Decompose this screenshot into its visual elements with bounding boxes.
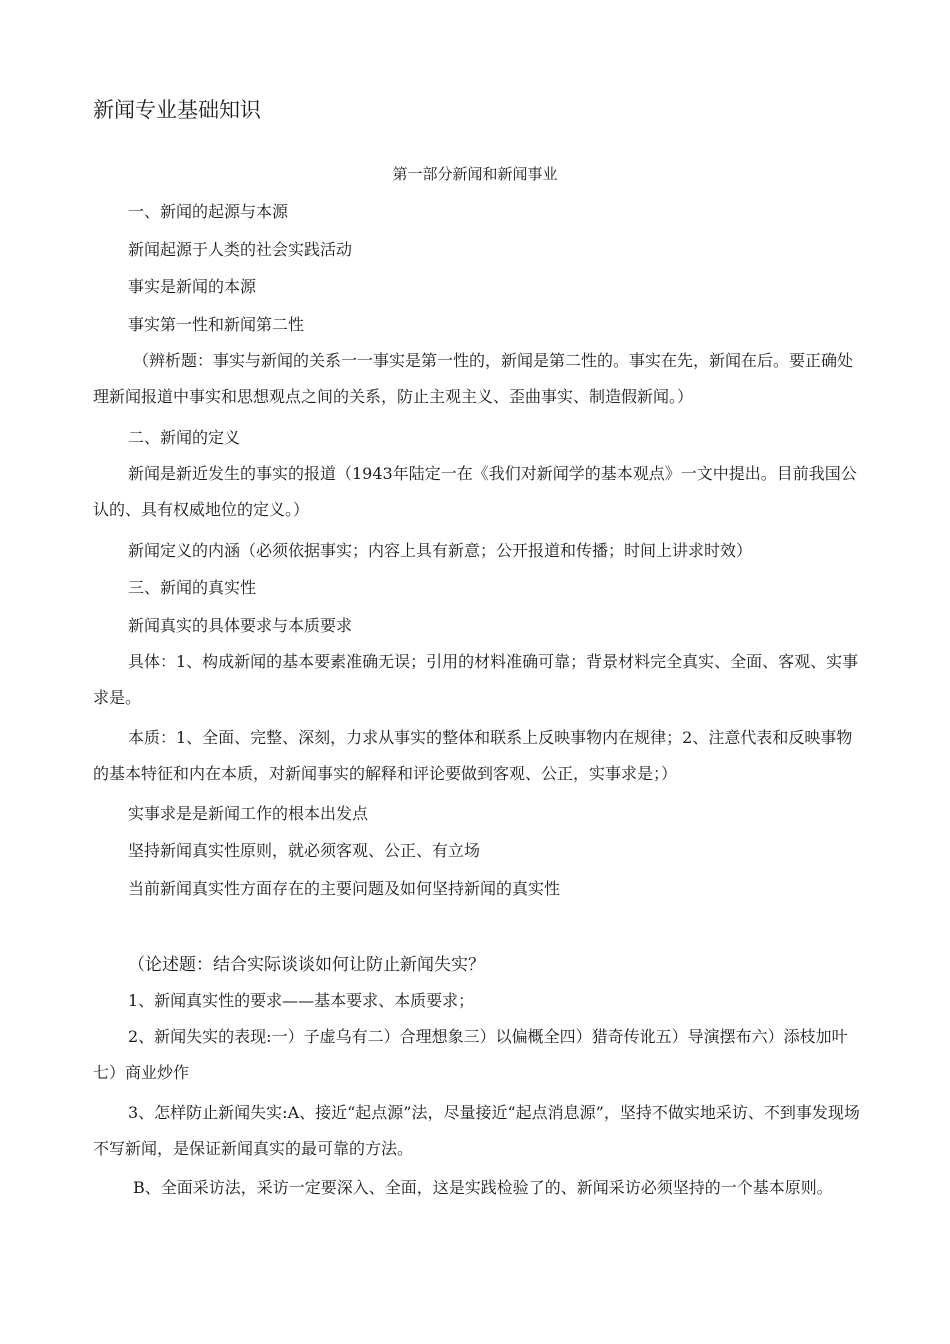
- analysis-note: （辨析题：事实与新闻的关系一一事实是第一性的，新闻是第二性的。事实在先，新闻在后。要正确处理新闻报道中事实和思想观点之间的关系，防止主观主义、歪曲事实、制造假新闻。）: [93, 351, 854, 406]
- paragraph: 实事求是是新闻工作的根本出发点: [128, 804, 369, 823]
- paragraph: 新闻是新近发生的事实的报道（1943年陆定一在《我们对新闻学的基本观点》一文中提出。目前我国公认的、具有权威地位的定义。）: [93, 464, 857, 519]
- part-heading: 第一部分新闻和新闻事业: [392, 165, 558, 183]
- paragraph: 事实第一性和新闻第二性: [128, 315, 305, 334]
- paragraph: 事实是新闻的本源: [128, 277, 257, 296]
- list-item: 1、新闻真实性的要求——基本要求、本质要求；: [128, 991, 475, 1010]
- section-heading-2: 二、新闻的定义: [128, 428, 241, 447]
- document-title: 新闻专业基础知识: [93, 98, 261, 122]
- list-item: 2、新闻失实的表现:一）子虚乌有二）合理想象三）以偏概全四）猎奇传讹五）导演摆布六）添枝加叶七）商业炒作: [93, 1027, 848, 1082]
- section-heading-3: 三、新闻的真实性: [128, 578, 257, 597]
- paragraph: 坚持新闻真实性原则，就必须客观、公正、有立场: [128, 841, 481, 860]
- section-heading-1: 一、新闻的起源与本源: [128, 202, 289, 221]
- paragraph: 当前新闻真实性方面存在的主要问题及如何坚持新闻的真实性: [128, 879, 561, 898]
- essay-question: （论述题：结合实际谈谈如何让防止新闻失实？: [128, 955, 485, 975]
- paragraph: 本质：1、全面、完整、深刻，力求从事实的整体和联系上反映事物内在规律；2、注意代表和反映事物的基本特征和内在本质，对新闻事实的解释和评论要做到客观、公正，实事求是；）: [93, 728, 853, 783]
- list-item: 3、怎样防止新闻失实:A、接近“起点源”法，尽量接近“起点消息源”，坚持不做实地采访、不到事发现场不写新闻，是保证新闻真实的最可靠的方法。: [93, 1103, 860, 1158]
- paragraph: 具体：1、构成新闻的基本要素准确无误；引用的材料准确可靠；背景材料完全真实、全面、客观、实事求是。: [93, 652, 859, 707]
- paragraph: 新闻真实的具体要求与本质要求: [128, 616, 353, 635]
- list-item: B、全面采访法，采访一定要深入、全面，这是实践检验了的、新闻采访必须坚持的一个基本原则。: [133, 1178, 833, 1197]
- paragraph: 新闻定义的内涵（必须依据事实；内容上具有新意；公开报道和传播；时间上讲求时效）: [128, 541, 753, 560]
- paragraph: 新闻起源于人类的社会实践活动: [128, 240, 353, 259]
